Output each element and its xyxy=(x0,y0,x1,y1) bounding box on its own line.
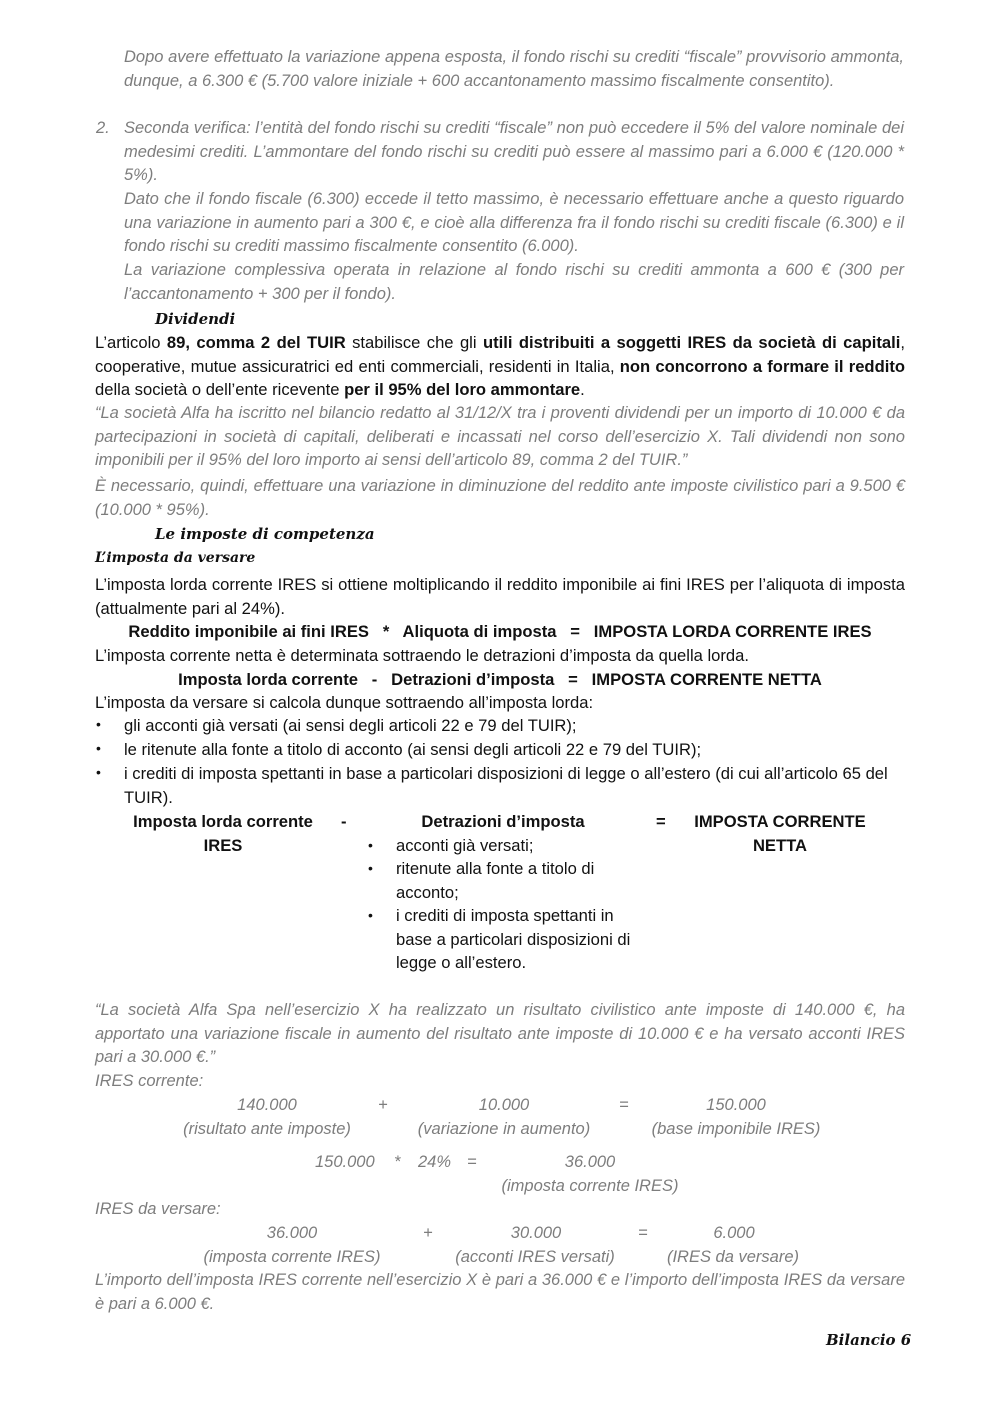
formula-imposta-netta: Imposta lorda corrente - Detrazioni d’imposta = IMPOSTA CORRENTE NETTA xyxy=(178,670,822,689)
list-item: gli acconti già versati (ai sensi degli articoli 22 e 79 del TUIR); xyxy=(124,716,577,735)
calc3-label-b: (acconti IRES versati) xyxy=(455,1248,615,1266)
calc3-value-b: 30.000 xyxy=(510,1224,562,1242)
table-col2-item: i crediti di imposta spettanti in base a particolari disposizioni di legge o all’estero. xyxy=(396,906,631,973)
paragraph-imposta-netta: L’imposta corrente netta è determinata sottraendo le detrazioni d’imposta da quella lorda. xyxy=(95,646,750,665)
heading-imposte-competenza: Le imposte di competenza xyxy=(155,525,375,543)
example-alfa-spa: “La società Alfa Spa nell’esercizio X ha realizzato un risultato civilistico ante imposte di 140.000 €, ha apportato una variazione fiscale in aumento del risultato ante imposte di 10.000 € e ha versato acconti IRES pari a 30.000 €.” xyxy=(95,1001,905,1067)
table-equals-sign: = xyxy=(656,812,666,831)
calc1-value-c: 150.000 xyxy=(706,1096,766,1114)
calc1-operator: + xyxy=(378,1096,388,1114)
paragraph-dato-che: Dato che il fondo fiscale (6.300) eccede il tetto massimo, è necessario effettuare anche a questo riguardo una variazione in aumento pari a 300 €, e cioè alla differenza fra il fondo rischi su crediti fiscale (6.300) e il fondo rischi su crediti massimo fiscalmente consentito (6.000). xyxy=(124,190,904,256)
table-col3-subtitle: NETTA xyxy=(752,836,808,855)
example-conclusion: L’importo dell’imposta IRES corrente nell’esercizio X è pari a 36.000 € e l’importo dell’imposta IRES da versare è pari a 6.000 €. xyxy=(95,1271,905,1313)
heading-dividendi: Dividendi xyxy=(155,310,236,328)
calc1-label-b: (variazione in aumento) xyxy=(417,1120,591,1138)
calc3-label-a: (imposta corrente IRES) xyxy=(203,1248,381,1266)
calc3-value-c: 6.000 xyxy=(713,1224,755,1242)
bullet-icon: • xyxy=(368,907,373,923)
paragraph-variazione-complessiva: La variazione complessiva operata in relazione al fondo rischi su crediti ammonta a 600 € (300 per l’accantonamento + 300 per il fondo). xyxy=(124,261,904,303)
example-dividendi: “La società Alfa ha iscritto nel bilancio redatto al 31/12/X tra i proventi dividendi per un importo di 10.000 € da partecipazioni in società di capitali, deliberati e incassati nel corso dell’esercizio X. Tali dividendi non sono imponibili per il 95% del loro importo ai sensi dell’articolo 89, comma 2 del TUIR.” xyxy=(95,404,905,470)
subheading-imposta-da-versare: L’imposta da versare xyxy=(95,550,256,566)
paragraph-imposta-lorda: L’imposta lorda corrente IRES si ottiene moltiplicando il reddito imponibile ai fini IRES per l’aliquota di imposta (attualmente pari al 24%). xyxy=(95,575,905,618)
example-dividendi-note: È necessario, quindi, effettuare una variazione in diminuzione del reddito ante imposte civilistico pari a 9.500 € (10.000 * 95%). xyxy=(95,477,905,519)
bullet-icon: • xyxy=(96,764,101,780)
table-col1-title: Imposta lorda corrente xyxy=(133,812,313,831)
calc2-value-b: 24% xyxy=(418,1153,452,1171)
table-minus-sign: - xyxy=(341,812,347,831)
bullet-icon: • xyxy=(368,837,373,853)
calc1-equals: = xyxy=(619,1096,629,1114)
calc1-label-c: (base imponibile IRES) xyxy=(651,1120,821,1138)
calc3-equals: = xyxy=(638,1224,648,1242)
calc2-value-c: 36.000 xyxy=(564,1153,616,1171)
calc1-label-a: (risultato ante imposte) xyxy=(183,1120,351,1138)
table-col3-title: IMPOSTA CORRENTE xyxy=(694,812,866,831)
table-col2-item: ritenute alla fonte a titolo di acconto; xyxy=(396,859,595,902)
table-col2-title: Detrazioni d’imposta xyxy=(421,812,585,831)
calc2-label-c: (imposta corrente IRES) xyxy=(501,1177,679,1195)
calc2-value-a: 150.000 xyxy=(315,1153,375,1171)
calc3-label-c: (IRES da versare) xyxy=(666,1248,800,1266)
paragraph-fondo-provvisorio: Dopo avere effettuato la variazione appena esposta, il fondo rischi su crediti “fiscale” provvisorio ammonta, dunque, a 6.300 € (5.700 valore iniziale + 600 accantonamento massimo fiscalmente consentito). xyxy=(124,48,904,90)
paragraph-seconda-verifica: Seconda verifica: l’entità del fondo rischi su crediti “fiscale” non può eccedere il 5% del valore nominale dei medesimi crediti. L’ammontare del fondo rischi su crediti può essere al massimo pari a 6.000 € (120.000 * 5%). xyxy=(124,119,904,185)
calc2-operator: * xyxy=(394,1153,401,1171)
calc3-operator: + xyxy=(423,1224,433,1242)
bullet-icon: • xyxy=(96,716,101,732)
paragraph-imposta-da-versare: L’imposta da versare si calcola dunque sottraendo all’imposta lorda: xyxy=(95,693,594,712)
calc2-equals: = xyxy=(467,1153,477,1171)
label-ires-da-versare: IRES da versare: xyxy=(95,1200,221,1218)
table-col1-subtitle: IRES xyxy=(203,836,243,855)
table-col2-item: acconti già versati; xyxy=(396,836,534,855)
bullet-icon: • xyxy=(96,740,101,756)
formula-imposta-lorda: Reddito imponibile ai fini IRES * Aliquota di imposta = IMPOSTA LORDA CORRENTE IRES xyxy=(128,622,872,641)
label-ires-corrente: IRES corrente: xyxy=(95,1072,204,1090)
bullet-icon: • xyxy=(368,860,373,876)
page-footer-label: Bilancio 6 xyxy=(826,1331,912,1349)
list-number-2: 2. xyxy=(96,119,110,137)
calc3-value-a: 36.000 xyxy=(266,1224,318,1242)
list-item: le ritenute alla fonte a titolo di acconto (ai sensi degli articoli 22 e 79 del TUIR); xyxy=(124,740,702,759)
list-item: i crediti di imposta spettanti in base a particolari disposizioni di legge o all’estero (di cui all’articolo 65 del TUIR). xyxy=(124,764,888,807)
calc1-value-a: 140.000 xyxy=(237,1096,297,1114)
calc1-value-b: 10.000 xyxy=(478,1096,530,1114)
paragraph-articolo-89: L’articolo 89, comma 2 del TUIR stabilisce che gli utili distribuiti a soggetti IRES da società di capitali, cooperative, mutue assicuratrici ed enti commerciali, residenti in Italia, non concorrono a formare il reddito della società o dell’ente ricevente per il 95% del loro ammontare. xyxy=(95,333,905,400)
